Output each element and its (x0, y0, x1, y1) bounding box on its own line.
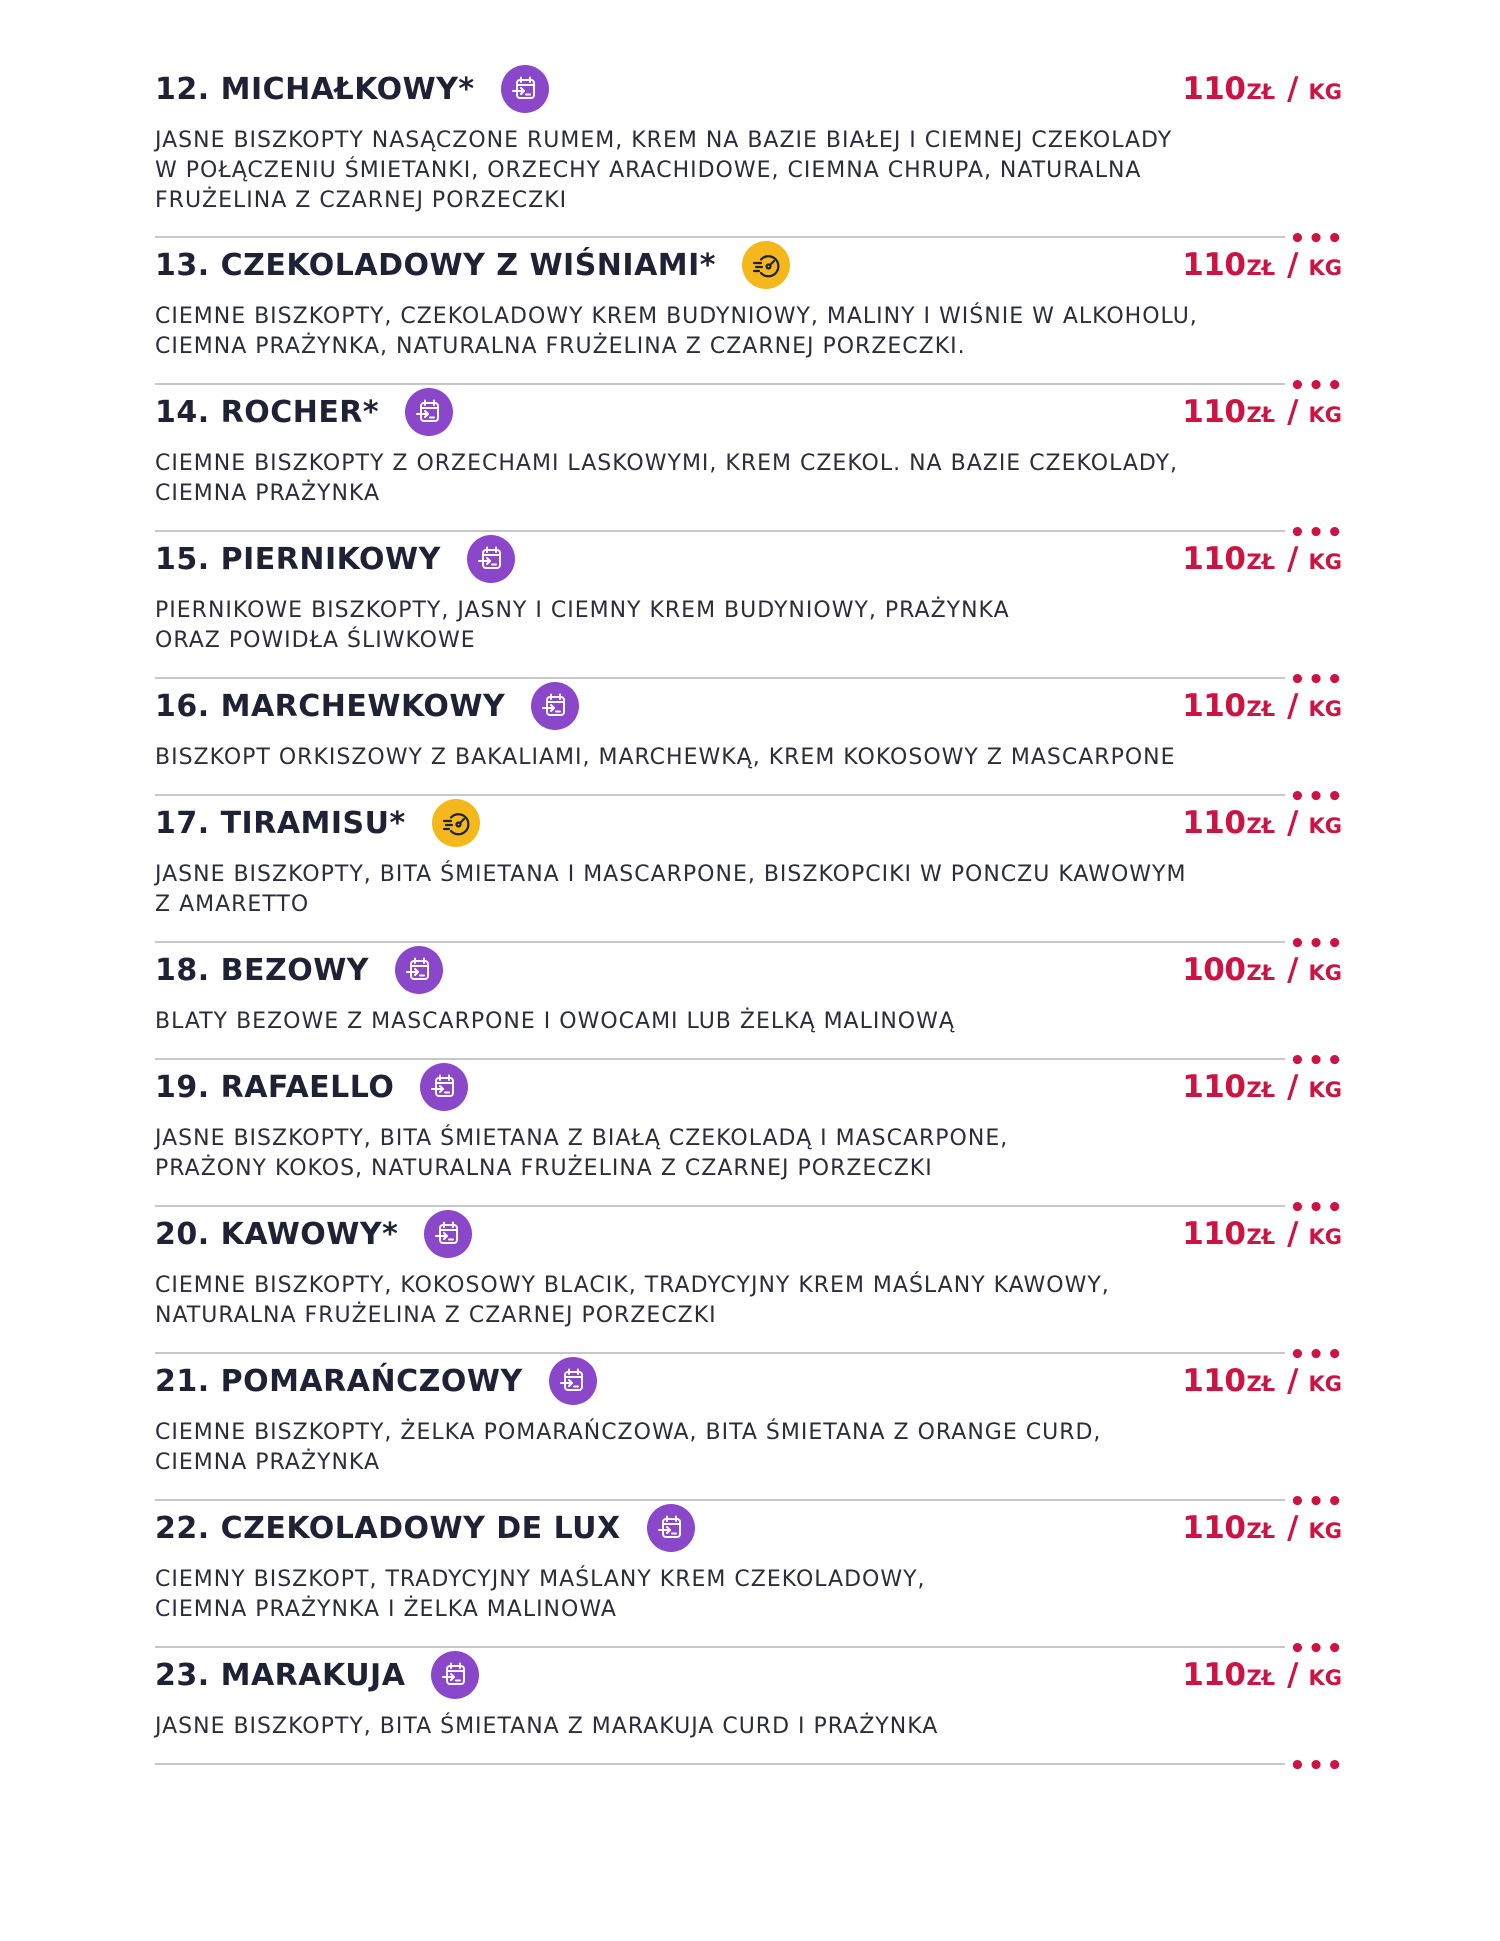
calendar-icon (647, 1504, 695, 1552)
item-description (155, 1712, 1385, 1742)
price-separator: / (1287, 1363, 1299, 1399)
item-description-line: CIEMNE BISZKOPTY Z ORZECHAMI LASKOWYMI, KREM CZEKOL. NA BAZIE CZEKOLADY, (155, 451, 1179, 476)
menu-item (155, 1501, 1345, 1664)
price-value: 110 (1182, 1069, 1246, 1105)
item-title: 17. TIRAMISU* (155, 805, 406, 841)
price-separator: / (1287, 541, 1299, 577)
item-description-line: CIEMNA PRAŻYNKA I ŻELKA MALINOWA (155, 1597, 617, 1622)
item-description-line: BLATY BEZOWE Z MASCARPONE I OWOCAMI LUB ŻELKĄ MALINOWĄ (155, 1009, 955, 1034)
item-header (155, 1648, 1345, 1702)
price-value: 110 (1182, 247, 1246, 283)
item-description (155, 1007, 1385, 1037)
item-description (155, 1271, 1385, 1331)
price-separator: / (1287, 1069, 1299, 1105)
price-currency: ZŁ (1246, 814, 1276, 838)
item-description-line: ORAZ POWIDŁA ŚLIWKOWE (155, 628, 476, 653)
price-currency: ZŁ (1246, 697, 1276, 721)
menu-item (155, 943, 1345, 1076)
item-title: 12. MICHAŁKOWY* (155, 71, 475, 107)
price-unit: KG (1308, 961, 1342, 985)
price-unit: KG (1308, 1372, 1342, 1396)
price-separator: / (1287, 1216, 1299, 1252)
more-dots-icon: ••• (1289, 1751, 1345, 1781)
item-title: 23. MARAKUJA (155, 1657, 406, 1693)
item-title: 18. BEZOWY (155, 952, 370, 988)
item-description (155, 302, 1385, 362)
item-description-line: CIEMNY BISZKOPT, TRADYCYJNY MAŚLANY KREM CZEKOLADOWY, (155, 1567, 926, 1592)
menu-item (155, 1207, 1345, 1370)
item-price (1182, 541, 1342, 577)
item-price (1182, 1657, 1342, 1693)
price-separator: / (1287, 394, 1299, 430)
item-title: 15. PIERNIKOWY (155, 541, 441, 577)
price-value: 110 (1182, 394, 1246, 430)
calendar-icon (501, 65, 549, 113)
item-description-line: CIEMNE BISZKOPTY, ŻELKA POMARAŃCZOWA, BITA ŚMIETANA Z ORANGE CURD, (155, 1420, 1102, 1445)
price-unit: KG (1308, 1666, 1342, 1690)
item-header (155, 1207, 1345, 1261)
more-dots-icon: ••• (1289, 1340, 1345, 1370)
item-price (1182, 1363, 1342, 1399)
item-price (1182, 71, 1342, 107)
speed-icon (432, 799, 480, 847)
item-price (1182, 247, 1342, 283)
item-price (1182, 805, 1342, 841)
calendar-icon (405, 388, 453, 436)
item-header (155, 796, 1345, 850)
price-value: 110 (1182, 1216, 1246, 1252)
item-price (1182, 952, 1342, 988)
item-title: 16. MARCHEWKOWY (155, 688, 506, 724)
item-description-line: JASNE BISZKOPTY, BITA ŚMIETANA Z BIAŁĄ CZEKOLADĄ I MASCARPONE, (155, 1126, 1009, 1151)
item-description (155, 596, 1385, 656)
item-title: 20. KAWOWY* (155, 1216, 399, 1252)
menu-item (155, 1354, 1345, 1517)
price-currency: ZŁ (1246, 80, 1276, 104)
price-unit: KG (1308, 256, 1342, 280)
item-description-line: JASNE BISZKOPTY NASĄCZONE RUMEM, KREM NA BAZIE BIAŁEJ I CIEMNEJ CZEKOLADY (155, 128, 1173, 153)
item-header (155, 1501, 1345, 1555)
price-unit: KG (1308, 814, 1342, 838)
menu-item (155, 796, 1345, 959)
item-description (155, 126, 1385, 216)
price-value: 110 (1182, 1510, 1246, 1546)
cake-menu-list (155, 62, 1345, 1781)
more-dots-icon: ••• (1289, 1634, 1345, 1664)
more-dots-icon: ••• (1289, 1046, 1345, 1076)
price-currency: ZŁ (1246, 256, 1276, 280)
price-value: 110 (1182, 71, 1246, 107)
item-header (155, 943, 1345, 997)
calendar-icon (395, 946, 443, 994)
item-divider (155, 1763, 1285, 1765)
item-price (1182, 1216, 1342, 1252)
item-header (155, 1060, 1345, 1114)
calendar-icon (549, 1357, 597, 1405)
price-unit: KG (1308, 80, 1342, 104)
price-value: 110 (1182, 805, 1246, 841)
speed-icon (742, 241, 790, 289)
item-description (155, 449, 1385, 509)
item-title: 13. CZEKOLADOWY Z WIŚNIAMI* (155, 247, 716, 283)
more-dots-icon: ••• (1289, 1487, 1345, 1517)
calendar-icon (467, 535, 515, 583)
price-separator: / (1287, 952, 1299, 988)
price-currency: ZŁ (1246, 1666, 1276, 1690)
menu-item (155, 238, 1345, 401)
price-value: 110 (1182, 541, 1246, 577)
calendar-icon (424, 1210, 472, 1258)
item-header (155, 679, 1345, 733)
price-currency: ZŁ (1246, 1372, 1276, 1396)
item-description-line: CIEMNA PRAŻYNKA, NATURALNA FRUŻELINA Z CZARNEJ PORZECZKI. (155, 334, 966, 359)
item-description (155, 1124, 1385, 1184)
item-description-line: CIEMNA PRAŻYNKA (155, 1450, 380, 1475)
item-description-line: PRAŻONY KOKOS, NATURALNA FRUŻELINA Z CZARNEJ PORZECZKI (155, 1156, 933, 1181)
item-description-line: W POŁĄCZENIU ŚMIETANKI, ORZECHY ARACHIDOWE, CIEMNA CHRUPA, NATURALNA (155, 158, 1142, 183)
item-header (155, 62, 1345, 116)
item-description (155, 743, 1385, 773)
price-currency: ZŁ (1246, 1078, 1276, 1102)
price-separator: / (1287, 688, 1299, 724)
price-value: 100 (1182, 952, 1246, 988)
more-dots-icon: ••• (1289, 518, 1345, 548)
item-description (155, 1565, 1385, 1625)
item-header (155, 385, 1345, 439)
item-header (155, 238, 1345, 292)
item-price (1182, 1069, 1342, 1105)
more-dots-icon: ••• (1289, 929, 1345, 959)
item-description-line: JASNE BISZKOPTY, BITA ŚMIETANA Z MARAKUJA CURD I PRAŻYNKA (155, 1714, 939, 1739)
item-description-line: FRUŻELINA Z CZARNEJ PORZECZKI (155, 188, 568, 213)
price-separator: / (1287, 805, 1299, 841)
item-description-line: BISZKOPT ORKISZOWY Z BAKALIAMI, MARCHEWKĄ, KREM KOKOSOWY Z MASCARPONE (155, 745, 1176, 770)
menu-item (155, 532, 1345, 695)
price-separator: / (1287, 71, 1299, 107)
item-description-line: JASNE BISZKOPTY, BITA ŚMIETANA I MASCARPONE, BISZKOPCIKI W PONCZU KAWOWYM (155, 862, 1187, 887)
price-unit: KG (1308, 403, 1342, 427)
item-header (155, 1354, 1345, 1408)
item-title: 21. POMARAŃCZOWY (155, 1363, 523, 1399)
calendar-icon (420, 1063, 468, 1111)
price-value: 110 (1182, 1363, 1246, 1399)
item-description-line: PIERNIKOWE BISZKOPTY, JASNY I CIEMNY KREM BUDYNIOWY, PRAŻYNKA (155, 598, 1010, 623)
more-dots-icon: ••• (1289, 224, 1345, 254)
price-value: 110 (1182, 1657, 1246, 1693)
calendar-icon (431, 1651, 479, 1699)
item-description-line: CIEMNE BISZKOPTY, KOKOSOWY BLACIK, TRADYCYJNY KREM MAŚLANY KAWOWY, (155, 1273, 1110, 1298)
price-currency: ZŁ (1246, 550, 1276, 574)
price-separator: / (1287, 1657, 1299, 1693)
price-currency: ZŁ (1246, 961, 1276, 985)
item-header (155, 532, 1345, 586)
calendar-icon (531, 682, 579, 730)
more-dots-icon: ••• (1289, 371, 1345, 401)
price-currency: ZŁ (1246, 1225, 1276, 1249)
price-separator: / (1287, 1510, 1299, 1546)
more-dots-icon: ••• (1289, 782, 1345, 812)
price-unit: KG (1308, 697, 1342, 721)
item-price (1182, 394, 1342, 430)
price-unit: KG (1308, 1519, 1342, 1543)
item-title: 22. CZEKOLADOWY DE LUX (155, 1510, 621, 1546)
item-price (1182, 688, 1342, 724)
item-description-line: CIEMNE BISZKOPTY, CZEKOLADOWY KREM BUDYNIOWY, MALINY I WIŚNIE W ALKOHOLU, (155, 304, 1198, 329)
menu-item (155, 1060, 1345, 1223)
item-description (155, 1418, 1385, 1478)
price-value: 110 (1182, 688, 1246, 724)
item-description-line: NATURALNA FRUŻELINA Z CZARNEJ PORZECZKI (155, 1303, 717, 1328)
item-price (1182, 1510, 1342, 1546)
menu-item (155, 1648, 1345, 1781)
item-title: 19. RAFAELLO (155, 1069, 395, 1105)
price-separator: / (1287, 247, 1299, 283)
price-currency: ZŁ (1246, 403, 1276, 427)
item-description-line: CIEMNA PRAŻYNKA (155, 481, 380, 506)
more-dots-icon: ••• (1289, 665, 1345, 695)
item-title: 14. ROCHER* (155, 394, 380, 430)
item-description-line: Z AMARETTO (155, 892, 310, 917)
price-unit: KG (1308, 1225, 1342, 1249)
item-description (155, 860, 1385, 920)
menu-item (155, 62, 1345, 254)
price-currency: ZŁ (1246, 1519, 1276, 1543)
menu-item (155, 385, 1345, 548)
more-dots-icon: ••• (1289, 1193, 1345, 1223)
price-unit: KG (1308, 1078, 1342, 1102)
price-unit: KG (1308, 550, 1342, 574)
menu-item (155, 679, 1345, 812)
